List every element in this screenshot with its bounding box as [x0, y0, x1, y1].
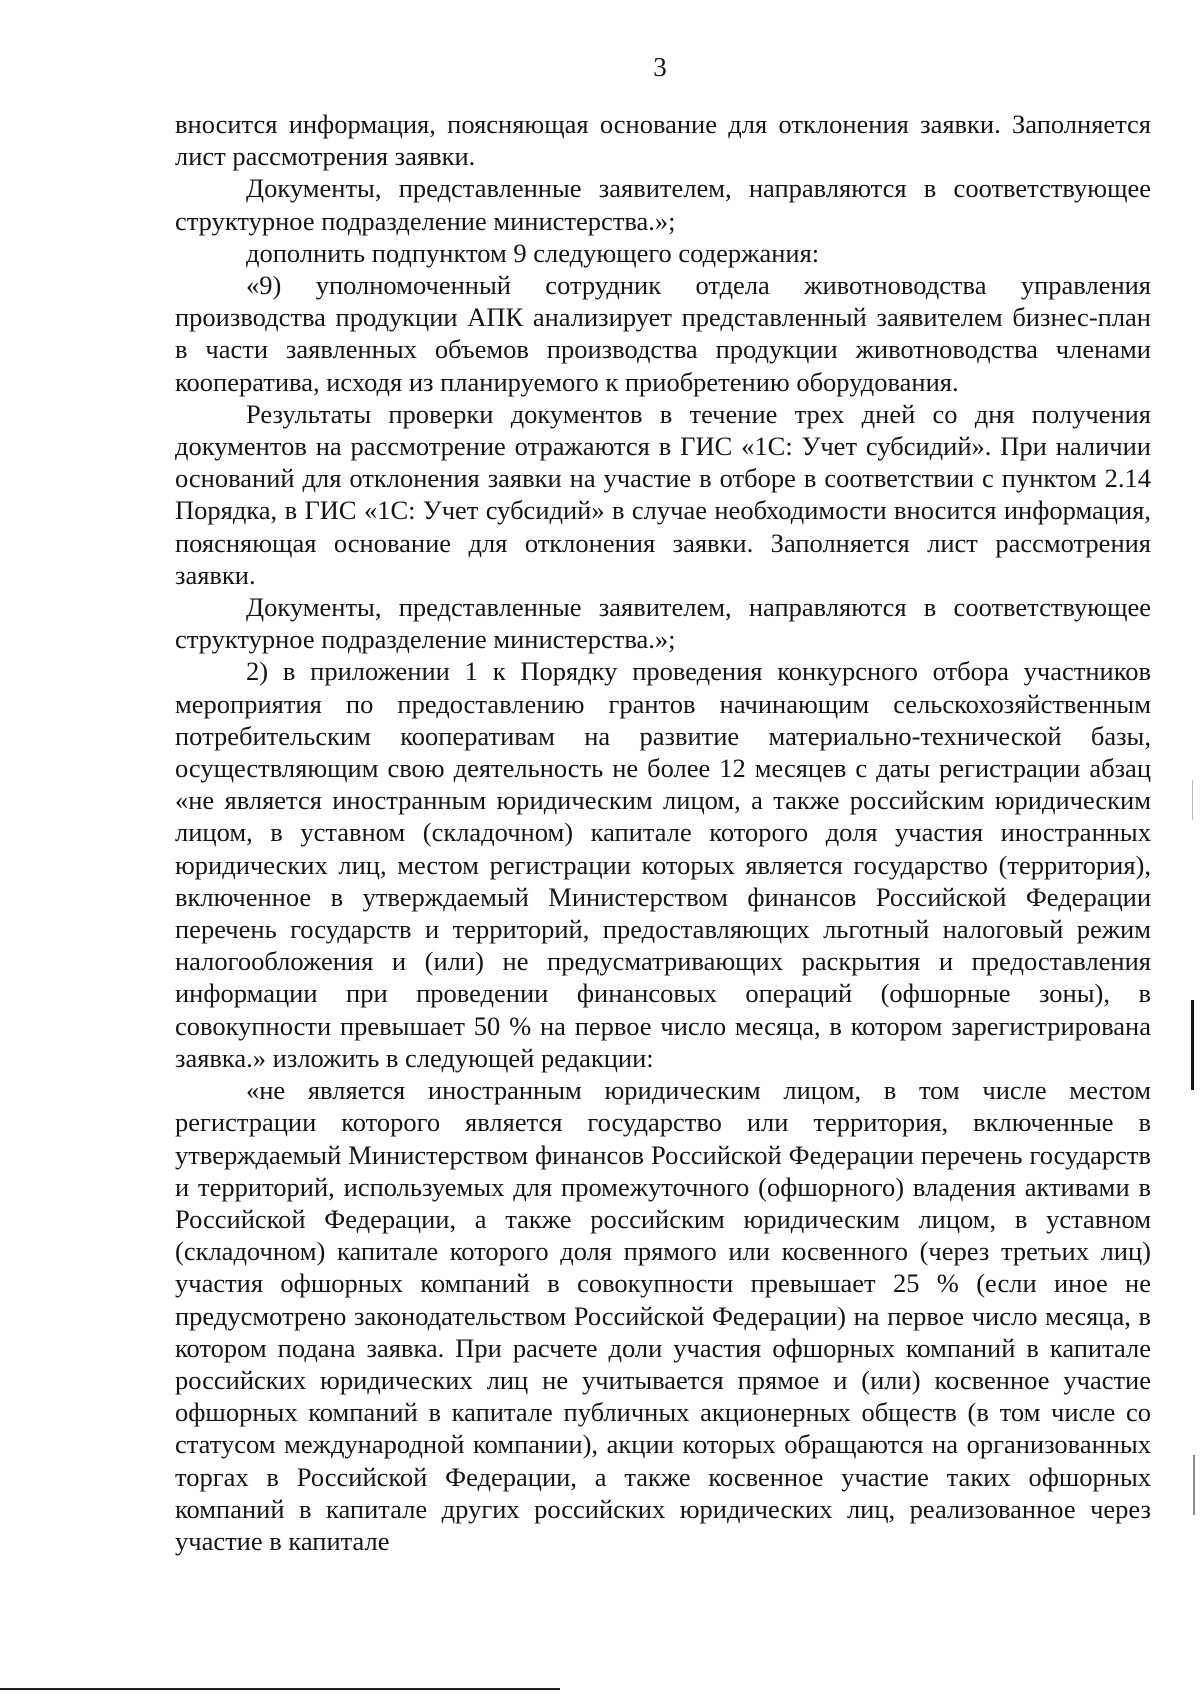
page-number: 3 — [653, 52, 667, 82]
paragraph: 2) в приложении 1 к Порядку проведения конкурсного отбора участников мероприятия по предоставлению грантов начинающим сельскохозяйственным потребительским кооперативам на развитие материально-технической базы, осуществляющим свою деятельность не более 12 месяцев с даты регистрации абзац «не является иностранным юридическим лицом, а также российским юридическим лицом, в уставном (складочном) капитале которого доля участия иностранных юридических лиц, местом регистрации которых является государство (территория), включенное в утверждаемый Министерством финансов Российской Федерации перечень государств и территорий, предоставляющих льготный налоговый режим налогообложения и (или) не предусматривающих раскрытия и предоставления информации при проведении финансовых операций (офшорные зоны), в совокупности превышает 50 % на первое число месяца, в котором зарегистрирована заявка.» изложить в следующей редакции: — [175, 656, 1151, 1073]
paragraph: Документы, представленные заявителем, направляются в соответствующее структурное подразделение министерства.»; — [175, 592, 1151, 655]
paragraph: дополнить подпунктом 9 следующего содержания: — [246, 237, 820, 268]
paragraph: «не является иностранным юридическим лицом, в том числе местом регистрации которого является государство или территория, включенные в утверждаемый Министерством финансов Российской Федерации перечень государств и территорий, используемых для промежуточного (офшорного) владения активами в Российской Федерации, а также российским юридическим лицом, в уставном (складочном) капитале которого доля прямого или косвенного (через третьих лиц) участия офшорных компаний в совокупности превышает 25 % (если иное не предусмотрено законодательством Российской Федерации) на первое число месяца, в котором подана заявка. При расчете доли участия офшорных компаний в капитале российских юридических лиц не учитывается прямое и (или) косвенное участие офшорных компаний в капитале публичных акционерных обществ (в том числе со статусом международной компании), акции которых обращаются на организованных торгах в Российской Федерации, а также косвенное участие таких офшорных компаний в капитале других российских юридических лиц, реализованное через участие в капитале — [175, 1075, 1151, 1556]
scan-artifact — [1191, 1000, 1194, 1090]
scan-artifact — [1193, 1455, 1195, 1515]
paragraph: вносится информация, поясняющая основание для отклонения заявки. Заполняется лист рассмотрения заявки. — [175, 109, 1151, 172]
document-body — [175, 108, 1151, 1557]
scan-artifact — [1192, 780, 1193, 820]
scan-edge-line — [0, 1688, 560, 1690]
paragraph: Результаты проверки документов в течение трех дней со дня получения документов на рассмотрение отражаются в ГИС «1С: Учет субсидий». При наличии оснований для отклонения заявки на участие в отборе в соответствии с пунктом 2.14 Порядка, в ГИС «1С: Учет субсидий» в случае необходимости вносится информация, поясняющая основание для отклонения заявки. Заполняется лист рассмотрения заявки. — [175, 398, 1151, 590]
paragraph: Документы, представленные заявителем, направляются в соответствующее структурное подразделение министерства.»; — [175, 173, 1151, 236]
paragraph: «9) уполномоченный сотрудник отдела животноводства управления производства продукции АПК анализирует представленный заявителем бизнес-план в части заявленных объемов производства продукции животноводства членами кооператива, исходя из планируемого к приобретению оборудования. — [175, 270, 1151, 397]
